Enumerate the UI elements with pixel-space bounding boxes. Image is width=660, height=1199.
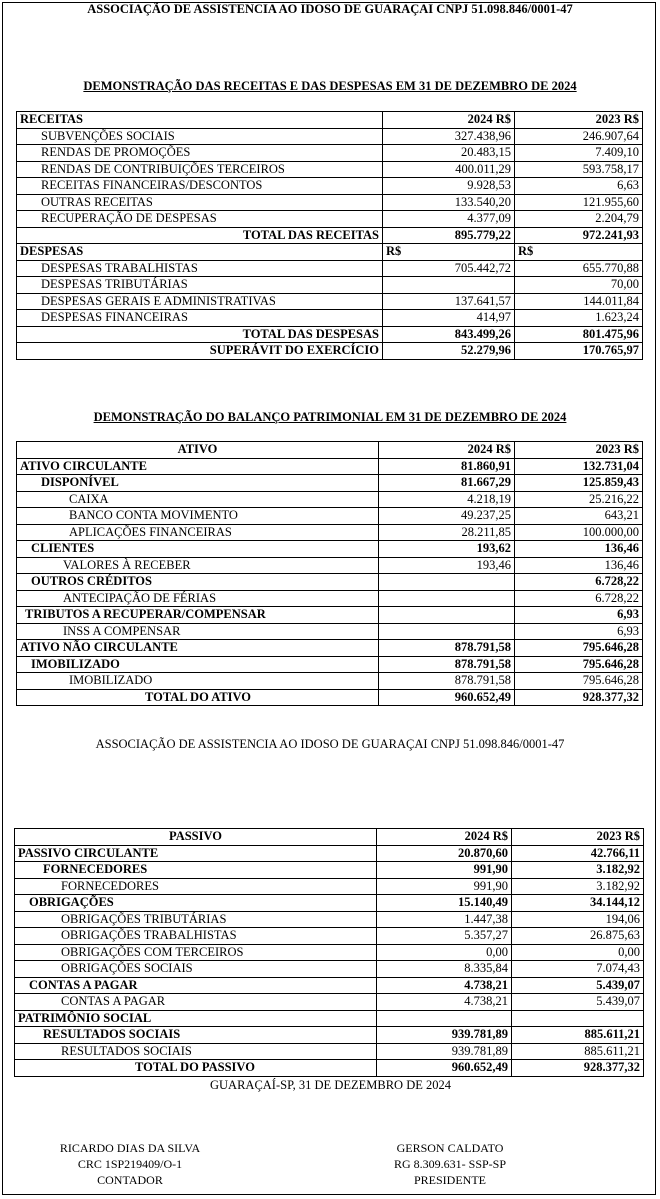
total-passivo-row: [15, 1060, 644, 1077]
value-2024: 4.218,19: [379, 491, 515, 508]
despesas-label: DESPESAS: [17, 244, 383, 261]
row-label: TRIBUTOS A RECUPERAR/COMPENSAR: [17, 607, 379, 624]
value-2024: 960.652,49: [377, 1060, 512, 1077]
signer-registration: CRC 1SP219409/O-1: [77, 1157, 183, 1171]
value-2023: 2.204,79: [515, 211, 643, 228]
col-2024-header: 2024 R$: [377, 829, 512, 846]
value-2024: 8.335,84: [377, 961, 512, 978]
value-2024: 327.438,96: [383, 128, 515, 145]
value-2024: 878.791,58: [379, 656, 515, 673]
row-label: DISPONÍVEL: [17, 475, 379, 492]
value-2023: 0,00: [512, 944, 644, 961]
ativo-table: [16, 441, 643, 706]
value-2023: 885.611,21: [512, 1027, 644, 1044]
total-despesas-row: [17, 326, 643, 343]
value-2024: 843.499,26: [383, 326, 515, 343]
value-2023: 70,00: [515, 277, 643, 294]
row-label: OBRIGAÇÕES COM TERCEIROS: [15, 944, 377, 961]
value-2023: 928.377,32: [515, 689, 643, 706]
passivo-row: [15, 1043, 644, 1060]
value-2023: [512, 1010, 644, 1027]
ativo-row: [17, 508, 643, 525]
row-label: SUBVENÇÕES SOCIAIS: [17, 128, 383, 145]
row-label: DESPESAS GERAIS E ADMINISTRATIVAS: [17, 293, 383, 310]
value-2024: 400.011,29: [383, 161, 515, 178]
row-label: CONTAS A PAGAR: [15, 994, 377, 1011]
row-label: RESULTADOS SOCIAIS: [15, 1043, 377, 1060]
row-label: BANCO CONTA MOVIMENTO: [17, 508, 379, 525]
passivo-row: [15, 878, 644, 895]
value-2024: 193,46: [379, 557, 515, 574]
value-2023: 3.182,92: [512, 878, 644, 895]
value-2023: 795.646,28: [515, 656, 643, 673]
row-label: DESPESAS FINANCEIRAS: [17, 310, 383, 327]
passivo-row: [15, 862, 644, 879]
value-2023: 6.728,22: [515, 574, 643, 591]
value-2024: 991,90: [377, 862, 512, 879]
value-2024: 28.211,85: [379, 524, 515, 541]
ativo-row: [17, 623, 643, 640]
value-2023: 34.144,12: [512, 895, 644, 912]
value-2023: 928.377,32: [512, 1060, 644, 1077]
row-label: OBRIGAÇÕES TRIBUTÁRIAS: [15, 911, 377, 928]
value-2024: [379, 623, 515, 640]
value-2024: [383, 277, 515, 294]
value-2024: [379, 607, 515, 624]
passivo-header: PASSIVO: [15, 829, 377, 846]
value-2023: 136,46: [515, 557, 643, 574]
total-ativo-row: [17, 689, 643, 706]
row-label: ANTECIPAÇÃO DE FÉRIAS: [17, 590, 379, 607]
value-2024: 15.140,49: [377, 895, 512, 912]
ativo-row: [17, 656, 643, 673]
value-2023: 5.439,07: [512, 977, 644, 994]
date-line: GUARAÇAÍ-SP, 31 DE DEZEMBRO DE 2024: [210, 1078, 451, 1092]
total-receitas-row: [17, 227, 643, 244]
row-label: CONTAS A PAGAR: [15, 977, 377, 994]
value-2024: 9.928,53: [383, 178, 515, 195]
value-2024: 4.738,21: [377, 977, 512, 994]
signer-registration: RG 8.309.631- SSP-SP: [393, 1157, 507, 1171]
value-2024: 878.791,58: [379, 640, 515, 657]
row-label: RECEITAS FINANCEIRAS/DESCONTOS: [17, 178, 383, 195]
row-label: RENDAS DE PROMOÇÕES: [17, 145, 383, 162]
value-2024: 991,90: [377, 878, 512, 895]
value-2024: 0,00: [377, 944, 512, 961]
value-2023: 26.875,63: [512, 928, 644, 945]
value-2024: 133.540,20: [383, 194, 515, 211]
value-2024: 20.870,60: [377, 845, 512, 862]
value-2023: 132.731,04: [515, 458, 643, 475]
value-2023: 6,63: [515, 178, 643, 195]
row-label: INSS A COMPENSAR: [17, 623, 379, 640]
passivo-row: [15, 977, 644, 994]
value-2024: 705.442,72: [383, 260, 515, 277]
superavit-row: [17, 343, 643, 360]
receita-row: [17, 161, 643, 178]
value-2023: 170.765,97: [515, 343, 643, 360]
value-2023: 246.907,64: [515, 128, 643, 145]
signer-role: PRESIDENTE: [414, 1173, 486, 1187]
row-label: ATIVO NÃO CIRCULANTE: [17, 640, 379, 657]
despesas-col-2024: R$: [383, 244, 515, 261]
value-2023: 643,21: [515, 508, 643, 525]
value-2023: 3.182,92: [512, 862, 644, 879]
despesas-col-2023: R$: [515, 244, 643, 261]
row-label: OBRIGAÇÕES TRABALHISTAS: [15, 928, 377, 945]
value-2023: 593.758,17: [515, 161, 643, 178]
value-2024: 1.447,38: [377, 911, 512, 928]
passivo-row: [15, 1010, 644, 1027]
ativo-row: [17, 541, 643, 558]
row-label: PASSIVO CIRCULANTE: [15, 845, 377, 862]
value-2023: 144.011,84: [515, 293, 643, 310]
row-label: DESPESAS TRABALHISTAS: [17, 260, 383, 277]
row-label: ATIVO CIRCULANTE: [17, 458, 379, 475]
ativo-row: [17, 557, 643, 574]
passivo-row: [15, 895, 644, 912]
ativo-row: [17, 475, 643, 492]
ativo-header: ATIVO: [17, 442, 379, 459]
receitas-label: RECEITAS: [17, 112, 383, 129]
row-label: DESPESAS TRIBUTÁRIAS: [17, 277, 383, 294]
signer-name: GERSON CALDATO: [396, 1141, 504, 1155]
row-label: APLICAÇÕES FINANCEIRAS: [17, 524, 379, 541]
value-2024: 20.483,15: [383, 145, 515, 162]
value-2023: 885.611,21: [512, 1043, 644, 1060]
despesas-header-row: [17, 244, 643, 261]
value-2024: 878.791,58: [379, 673, 515, 690]
row-label: PATRIMÔNIO SOCIAL: [15, 1010, 377, 1027]
receita-row: [17, 178, 643, 195]
value-2024: 895.779,22: [383, 227, 515, 244]
value-2023: 6,93: [515, 623, 643, 640]
row-label: IMOBILIZADO: [17, 656, 379, 673]
col-2024-header: 2024 R$: [379, 442, 515, 459]
row-label: CLIENTES: [17, 541, 379, 558]
receita-row: [17, 145, 643, 162]
row-label: FORNECEDORES: [15, 878, 377, 895]
receita-row: [17, 128, 643, 145]
value-2023: 6.728,22: [515, 590, 643, 607]
col-2023-header: 2023 R$: [512, 829, 644, 846]
row-label: TOTAL DO PASSIVO: [15, 1060, 377, 1077]
dre-table: [16, 111, 643, 360]
signer-name: RICARDO DIAS DA SILVA: [59, 1141, 201, 1155]
ativo-row: [17, 491, 643, 508]
document-header: ASSOCIAÇÃO DE ASSISTENCIA AO IDOSO DE GUARAÇAI CNPJ 51.098.846/0001-47: [87, 2, 573, 16]
value-2024: 5.357,27: [377, 928, 512, 945]
row-label: OUTRAS RECEITAS: [17, 194, 383, 211]
row-label: OUTROS CRÉDITOS: [17, 574, 379, 591]
dre-header-row: [17, 112, 643, 129]
value-2024: [379, 590, 515, 607]
signature-left: [40, 1140, 220, 1188]
receita-row: [17, 194, 643, 211]
col-2023-header: 2023 R$: [515, 112, 643, 129]
despesa-row: [17, 293, 643, 310]
value-2023: 801.475,96: [515, 326, 643, 343]
row-label: RESULTADOS SOCIAIS: [15, 1027, 377, 1044]
value-2023: 25.216,22: [515, 491, 643, 508]
balanco-title: DEMONSTRAÇÃO DO BALANÇO PATRIMONIAL EM 31 DE DEZEMBRO DE 2024: [93, 410, 567, 424]
row-label: OBRIGAÇÕES: [15, 895, 377, 912]
value-2023: 136,46: [515, 541, 643, 558]
value-2024: 414,97: [383, 310, 515, 327]
signature-right: [350, 1140, 550, 1188]
value-2024: 81.860,91: [379, 458, 515, 475]
value-2024: 49.237,25: [379, 508, 515, 525]
col-2023-header: 2023 R$: [515, 442, 643, 459]
row-label: RECUPERAÇÃO DE DESPESAS: [17, 211, 383, 228]
row-label: VALORES À RECEBER: [17, 557, 379, 574]
despesa-row: [17, 277, 643, 294]
passivo-row: [15, 928, 644, 945]
passivo-row: [15, 1027, 644, 1044]
row-label: IMOBILIZADO: [17, 673, 379, 690]
value-2024: 81.667,29: [379, 475, 515, 492]
ativo-row: [17, 524, 643, 541]
ativo-header-row: [17, 442, 643, 459]
value-2024: 137.641,57: [383, 293, 515, 310]
passivo-row: [15, 845, 644, 862]
receita-row: [17, 211, 643, 228]
ativo-row: [17, 458, 643, 475]
row-label: TOTAL DAS RECEITAS: [17, 227, 383, 244]
value-2024: 193,62: [379, 541, 515, 558]
ativo-row: [17, 574, 643, 591]
value-2023: 6,93: [515, 607, 643, 624]
ativo-row: [17, 673, 643, 690]
passivo-row: [15, 994, 644, 1011]
value-2024: 52.279,96: [383, 343, 515, 360]
value-2024: [377, 1010, 512, 1027]
value-2023: 7.074,43: [512, 961, 644, 978]
passivo-row: [15, 944, 644, 961]
passivo-table: [14, 828, 644, 1077]
value-2023: 125.859,43: [515, 475, 643, 492]
row-label: RENDAS DE CONTRIBUIÇÕES TERCEIROS: [17, 161, 383, 178]
value-2023: 7.409,10: [515, 145, 643, 162]
value-2024: [379, 574, 515, 591]
value-2024: 4.738,21: [377, 994, 512, 1011]
value-2024: 939.781,89: [377, 1027, 512, 1044]
despesa-row: [17, 260, 643, 277]
row-label: CAIXA: [17, 491, 379, 508]
value-2023: 194,06: [512, 911, 644, 928]
passivo-row: [15, 961, 644, 978]
ativo-row: [17, 590, 643, 607]
row-label: SUPERÁVIT DO EXERCÍCIO: [17, 343, 383, 360]
despesa-row: [17, 310, 643, 327]
passivo-header-row: [15, 829, 644, 846]
signer-role: CONTADOR: [97, 1173, 163, 1187]
value-2024: 960.652,49: [379, 689, 515, 706]
value-2023: 1.623,24: [515, 310, 643, 327]
value-2023: 5.439,07: [512, 994, 644, 1011]
value-2023: 972.241,93: [515, 227, 643, 244]
passivo-row: [15, 911, 644, 928]
value-2023: 121.955,60: [515, 194, 643, 211]
value-2024: 4.377,09: [383, 211, 515, 228]
value-2024: 939.781,89: [377, 1043, 512, 1060]
value-2023: 655.770,88: [515, 260, 643, 277]
value-2023: 100.000,00: [515, 524, 643, 541]
dre-title: DEMONSTRAÇÃO DAS RECEITAS E DAS DESPESAS EM 31 DE DEZEMBRO DE 2024: [83, 79, 577, 93]
ativo-row: [17, 607, 643, 624]
row-label: TOTAL DO ATIVO: [17, 689, 379, 706]
value-2023: 795.646,28: [515, 640, 643, 657]
ativo-row: [17, 640, 643, 657]
value-2023: 795.646,28: [515, 673, 643, 690]
second-header: ASSOCIAÇÃO DE ASSISTENCIA AO IDOSO DE GUARAÇAI CNPJ 51.098.846/0001-47: [95, 737, 565, 751]
row-label: FORNECEDORES: [15, 862, 377, 879]
row-label: OBRIGAÇÕES SOCIAIS: [15, 961, 377, 978]
row-label: TOTAL DAS DESPESAS: [17, 326, 383, 343]
value-2023: 42.766,11: [512, 845, 644, 862]
col-2024-header: 2024 R$: [383, 112, 515, 129]
